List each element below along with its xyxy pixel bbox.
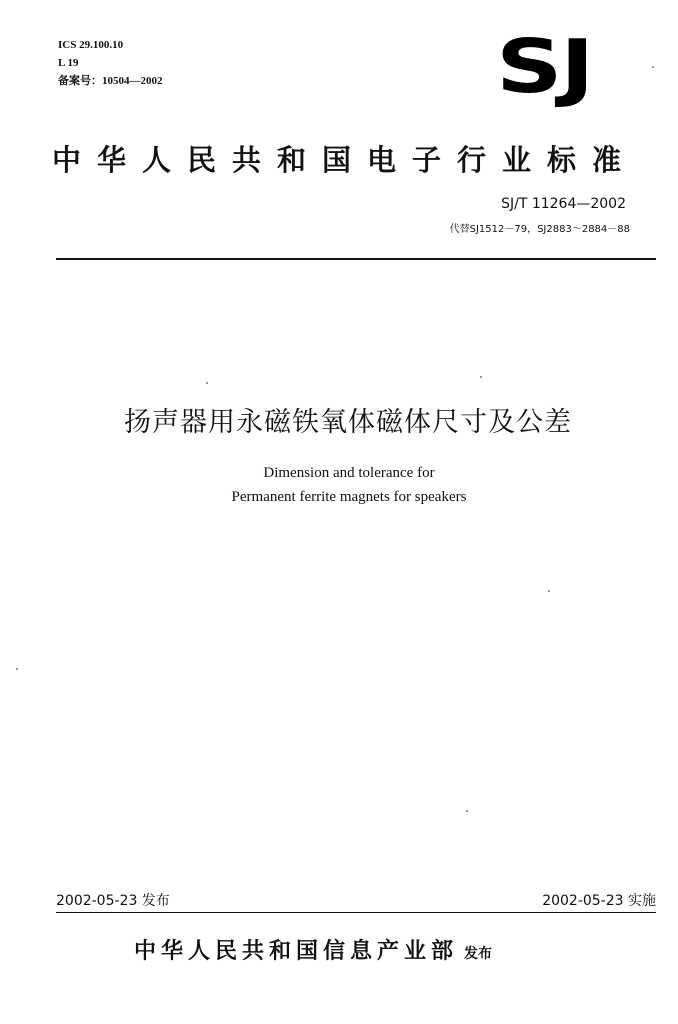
scan-speck bbox=[16, 668, 18, 670]
filing-number: 备案号：10504—2002 bbox=[58, 75, 163, 87]
publisher bbox=[134, 934, 492, 965]
sj-logo: SJ bbox=[496, 24, 593, 110]
document-meta bbox=[58, 36, 163, 90]
document-title-en-line1: Dimension and tolerance for bbox=[263, 465, 435, 481]
scan-speck bbox=[652, 66, 654, 68]
document-title-en-line2: Permanent ferrite magnets for speakers bbox=[231, 489, 467, 505]
agency-title: 中华人民共和国电子行业标准 bbox=[52, 143, 638, 177]
ics-code: ICS 29.100.10 bbox=[58, 39, 124, 51]
scan-speck bbox=[480, 376, 482, 378]
scan-speck bbox=[548, 590, 550, 592]
scan-speck bbox=[206, 382, 208, 384]
document-title-cn: 扬声器用永磁铁氧体磁体尺寸及公差 bbox=[124, 407, 572, 438]
footer-divider bbox=[56, 912, 656, 913]
replaces-note: 代替SJ1512－79，SJ2883～2884－88 bbox=[449, 224, 630, 235]
issue-date: 2002-05-23 发布 bbox=[56, 893, 170, 909]
standard-number: SJ/T 11264—2002 bbox=[501, 196, 626, 212]
publisher-verb: 发布 bbox=[464, 946, 493, 962]
scan-speck bbox=[466, 810, 468, 812]
publisher-org: 中华人民共和国信息产业部 bbox=[134, 939, 459, 964]
implementation-date: 2002-05-23 实施 bbox=[542, 893, 656, 909]
classification-code: L 19 bbox=[58, 57, 79, 69]
header-divider bbox=[56, 258, 656, 260]
